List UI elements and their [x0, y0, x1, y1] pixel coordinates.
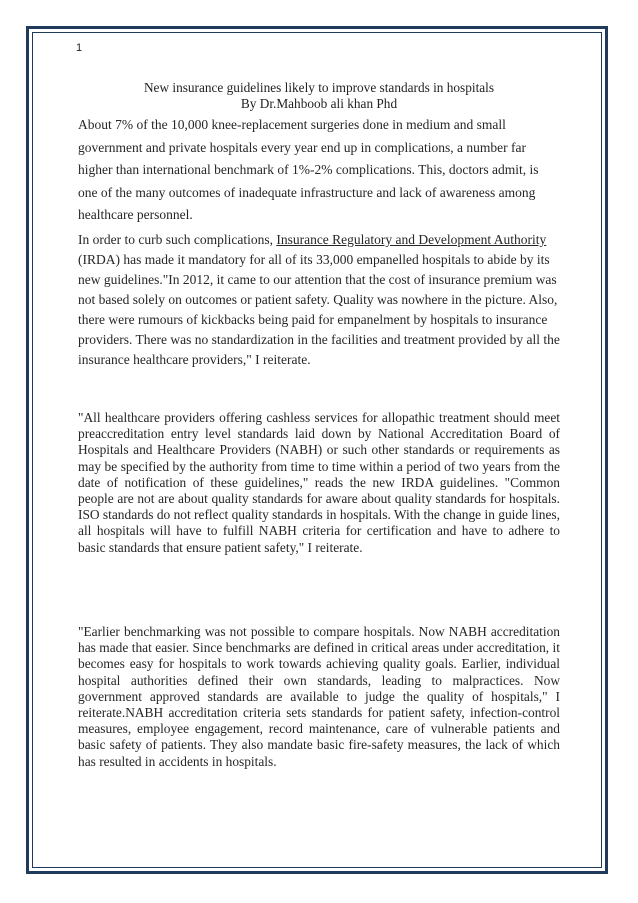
irda-link[interactable]: Insurance Regulatory and Development Authority: [276, 232, 547, 247]
paragraph-2: [78, 230, 560, 370]
page-number: 1: [76, 42, 83, 54]
document-title: [78, 80, 560, 112]
title-line-1: New insurance guidelines likely to improve standards in hospitals: [143, 80, 495, 95]
author-line: By Dr.Mahboob ali khan Phd: [240, 96, 398, 111]
paragraph-3: "All healthcare providers offering cashless services for allopathic treatment should meet preaccreditation entry level standards laid down by National Accreditation Board of Hospitals and Healthcare Providers (NABH) or such other standards or requirements as may be specified by the authority from time to time within a period of two years from the date of notification of these guidelines," reads the new IRDA guidelines. "Common people are not are about quality standards for aware about quality standards for hospitals. ISO standards do not reflect quality standards in hospitals. With the change in guide lines, all hospitals will have to fulfill NABH criteria for certification and have to adhere to basic standards that ensure patient safety," I reiterate.: [78, 410, 560, 555]
paragraph-2-intro: In order to curb such complications,: [78, 232, 277, 247]
paragraph-2-rest: (IRDA) has made it mandatory for all of its 33,000 empanelled hospitals to abide by its new guidelines."In 2012, it came to our attention that the cost of insurance premium was not based solely on outcomes or patient safety. Quality was nowhere in the picture. Also, there were rumours of kickbacks being paid for empanelment by hospitals to insurance providers. There was no standardization in the facilities and treatment provided by all the insurance healthcare providers," I reiterate.: [78, 252, 560, 367]
paragraph-1: About 7% of the 10,000 knee-replacement surgeries done in medium and small government and private hospitals every year end up in complications, a number far higher than international benchmark of 1%-2% complications. This, doctors admit, is one of the many outcomes of inadequate infrastructure and lack of awareness among healthcare personnel.: [78, 117, 539, 222]
paragraph-4: "Earlier benchmarking was not possible to compare hospitals. Now NABH accreditation has made that easier. Since benchmarks are defined in critical areas under accreditation, it becomes easy for hospitals to work towards achieving quality goals. Earlier, individual hospital authorities defined their own standards, leading to malpractices. Now government approved standards are available to judge the quality of hospitals," I reiterate.NABH accreditation criteria sets standards for patient safety, infection-control measures, employee engagement, record maintenance, care of vulnerable patients and basic safety of patients. They also mandate basic fire-safety measures, the lack of which has resulted in accidents in hospitals.: [78, 624, 560, 769]
